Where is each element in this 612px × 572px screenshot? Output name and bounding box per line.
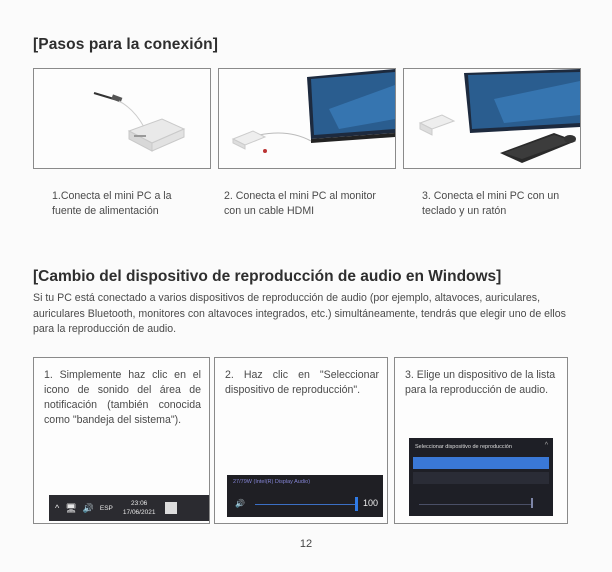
- speaker-icon[interactable]: 🔊: [82, 502, 94, 513]
- speaker-icon[interactable]: 🔊: [235, 499, 245, 508]
- volume-slider-thumb[interactable]: [531, 498, 533, 508]
- playback-device-option-selected[interactable]: [413, 457, 549, 469]
- clock[interactable]: [123, 499, 156, 517]
- clock-time: 23:06: [131, 500, 148, 507]
- chevron-up-icon[interactable]: ^: [55, 503, 60, 513]
- audio-step1-text: 1. Simplemente haz clic en el icono de sonido del área de notificación (también conocida como "bandeja del sistema").: [44, 369, 201, 426]
- playback-device-menu: [409, 438, 553, 516]
- playback-menu-title: Seleccionar dispositivo de reproducción: [415, 444, 512, 450]
- step1-caption: 1.Conecta el mini PC a la fuente de alimentación: [52, 190, 172, 217]
- chevron-up-icon[interactable]: ^: [544, 442, 548, 449]
- step3-image: [403, 68, 581, 169]
- windows-taskbar: [49, 495, 210, 521]
- audio-step2-box: [214, 357, 388, 524]
- playback-device-option[interactable]: [413, 472, 549, 484]
- page-number: 12: [299, 538, 313, 550]
- notification-icon[interactable]: [165, 502, 177, 514]
- audio-step3-box: [394, 357, 568, 524]
- language-indicator[interactable]: ESP: [99, 504, 113, 512]
- volume-slider-thumb[interactable]: [355, 497, 358, 511]
- monitor-hdmi-illustration: [219, 69, 395, 168]
- step2-caption: 2. Conecta el mini PC al monitor con un cable HDMI: [224, 190, 376, 217]
- mini-pc-power-illustration: [34, 69, 210, 168]
- volume-slider-track[interactable]: [419, 504, 531, 505]
- clock-date: 17/06/2021: [122, 509, 156, 516]
- keyboard-mouse-illustration: [404, 69, 580, 168]
- audio-step2-text: 2. Haz clic en "Seleccionar dispositivo de reproducción".: [225, 369, 379, 396]
- audio-step3-text: 3. Elige un dispositivo de la lista para la reproducción de audio.: [405, 369, 556, 396]
- network-icon[interactable]: 🖥: [65, 502, 77, 513]
- step1-image: [33, 68, 211, 169]
- step2-image: [218, 68, 396, 169]
- volume-value: 100: [363, 498, 379, 508]
- step3-caption: 3. Conecta el mini PC con un teclado y un ratón: [422, 190, 560, 217]
- section-title-audio: [Cambio del dispositivo de reproducción de audio en Windows]: [33, 268, 502, 285]
- section-title-connection: [Pasos para la conexión]: [33, 36, 219, 53]
- volume-panel: [227, 475, 383, 517]
- volume-slider-track[interactable]: [255, 504, 355, 505]
- section-intro: Si tu PC está conectado a varios dispositivos de reproducción de audio (por ejemplo, altavoces, auriculares, auriculares Bluetooth, monitores con altavoces integrados, etc.) simultáneamente, tendrás que elegir uno de ellos para la reproducción de audio.: [33, 292, 566, 335]
- playback-device-label[interactable]: 27/79W (Intel(R) Display Audio): [233, 479, 311, 485]
- audio-step1-box: [33, 357, 210, 524]
